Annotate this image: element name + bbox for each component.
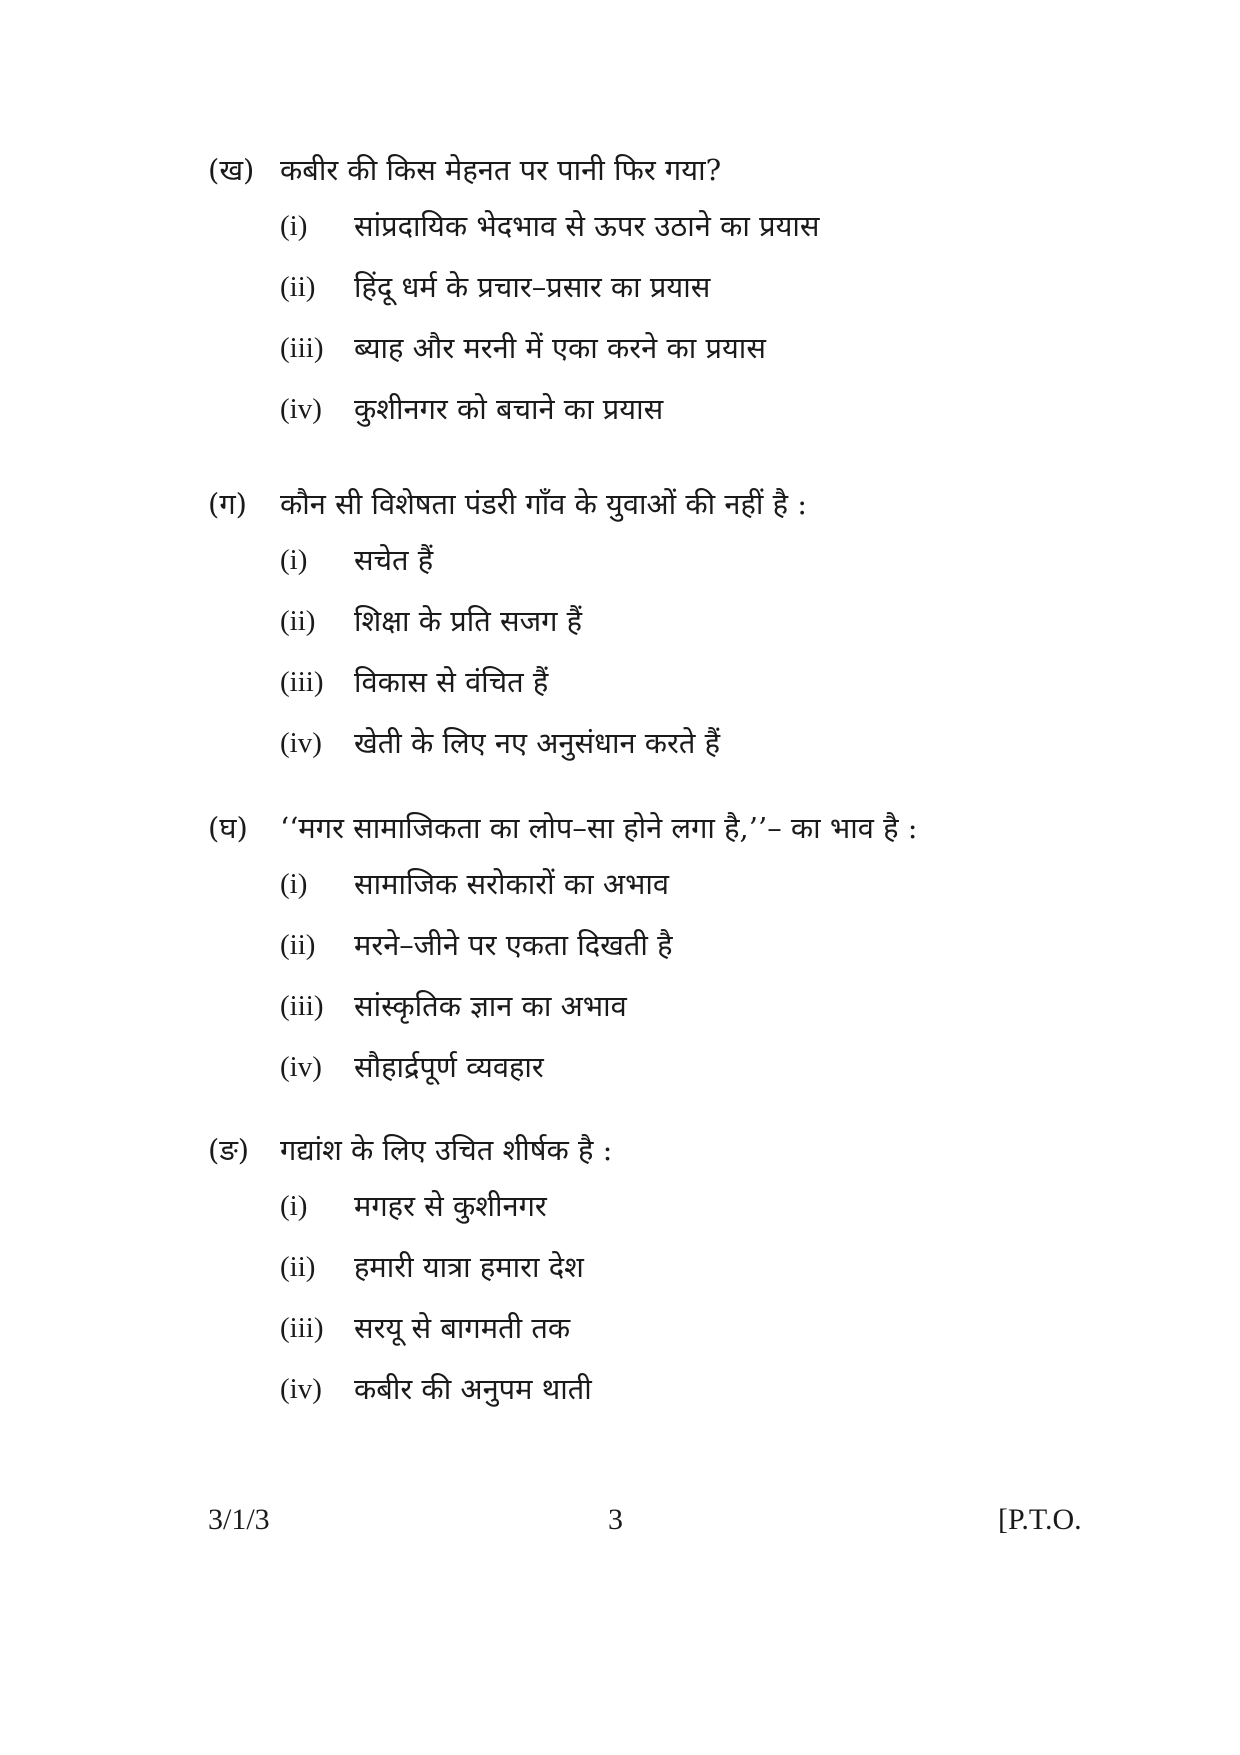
option-item	[0, 1186, 1240, 1247]
option-text: मरने–जीने पर एकता दिखती है	[354, 928, 673, 962]
option-number: (ii)	[280, 271, 316, 303]
option-number: (i)	[280, 210, 308, 242]
option-number: (iii)	[280, 332, 324, 364]
option-number: (ii)	[280, 1251, 316, 1283]
option-item	[0, 267, 1240, 328]
option-number: (i)	[280, 544, 308, 576]
option-text: सरयू से बागमती तक	[354, 1311, 571, 1345]
option-number: (i)	[280, 868, 308, 900]
option-item	[0, 1308, 1240, 1369]
option-text: मगहर से कुशीनगर	[354, 1189, 547, 1223]
option-number: (iv)	[280, 1051, 322, 1083]
question-text: कबीर की किस मेहनत पर पानी फिर गया?	[280, 153, 722, 187]
question-label: (ङ)	[208, 1133, 250, 1167]
option-number: (iii)	[280, 666, 324, 698]
option-text: हमारी यात्रा हमारा देश	[354, 1250, 584, 1284]
option-number: (ii)	[280, 929, 316, 961]
question-text: गद्यांश के लिए उचित शीर्षक है :	[280, 1133, 613, 1167]
option-item	[0, 540, 1240, 601]
option-number: (iv)	[280, 393, 322, 425]
option-number: (ii)	[280, 605, 316, 637]
option-item	[0, 986, 1240, 1047]
page-number: 3	[608, 1503, 623, 1536]
question-ga	[0, 484, 1240, 784]
option-item	[0, 389, 1240, 450]
option-item	[0, 1369, 1240, 1430]
question-header	[0, 484, 1240, 540]
option-item	[0, 206, 1240, 267]
option-text: खेती के लिए नए अनुसंधान करते हैं	[354, 726, 721, 760]
option-number: (iv)	[280, 1373, 322, 1405]
option-text: सामाजिक सरोकारों का अभाव	[354, 867, 670, 901]
option-text: सांप्रदायिक भेदभाव से ऊपर उठाने का प्रयास	[354, 209, 820, 243]
question-gha	[0, 808, 1240, 1108]
option-item	[0, 925, 1240, 986]
option-text: हिंदू धर्म के प्रचार–प्रसार का प्रयास	[354, 270, 711, 304]
option-text: विकास से वंचित हैं	[354, 665, 549, 699]
option-text: सचेत हैं	[354, 543, 434, 577]
option-text: शिक्षा के प्रति सजग हैं	[354, 604, 583, 638]
option-text: कुशीनगर को बचाने का प्रयास	[354, 392, 664, 426]
paper-code: 3/1/3	[208, 1503, 270, 1536]
please-turn-over: [P.T.O.	[998, 1503, 1082, 1536]
question-label: (ग)	[208, 487, 247, 521]
question-label: (घ)	[208, 811, 248, 845]
option-number: (iii)	[280, 1312, 324, 1344]
option-text: कबीर की अनुपम थाती	[354, 1372, 592, 1406]
question-label: (ख)	[208, 153, 255, 187]
option-item	[0, 864, 1240, 925]
option-text: ब्याह और मरनी में एका करने का प्रयास	[354, 331, 766, 365]
question-text: ‘‘मगर सामाजिकता का लोप–सा होने लगा है,’’– का भाव है :	[280, 811, 918, 845]
question-text: कौन सी विशेषता पंडरी गाँव के युवाओं की नहीं है :	[280, 487, 807, 521]
option-item	[0, 1047, 1240, 1108]
question-header	[0, 808, 1240, 864]
question-nga	[0, 1130, 1240, 1430]
option-number: (iv)	[280, 727, 322, 759]
question-kha	[0, 150, 1240, 450]
question-header	[0, 1130, 1240, 1186]
question-header	[0, 150, 1240, 206]
option-item	[0, 662, 1240, 723]
option-text: सौहार्द्रपूर्ण व्यवहार	[354, 1050, 544, 1084]
option-number: (iii)	[280, 990, 324, 1022]
option-text: सांस्कृतिक ज्ञान का अभाव	[354, 989, 627, 1023]
option-item	[0, 723, 1240, 784]
option-number: (i)	[280, 1190, 308, 1222]
option-item	[0, 601, 1240, 662]
option-item	[0, 328, 1240, 389]
option-item	[0, 1247, 1240, 1308]
